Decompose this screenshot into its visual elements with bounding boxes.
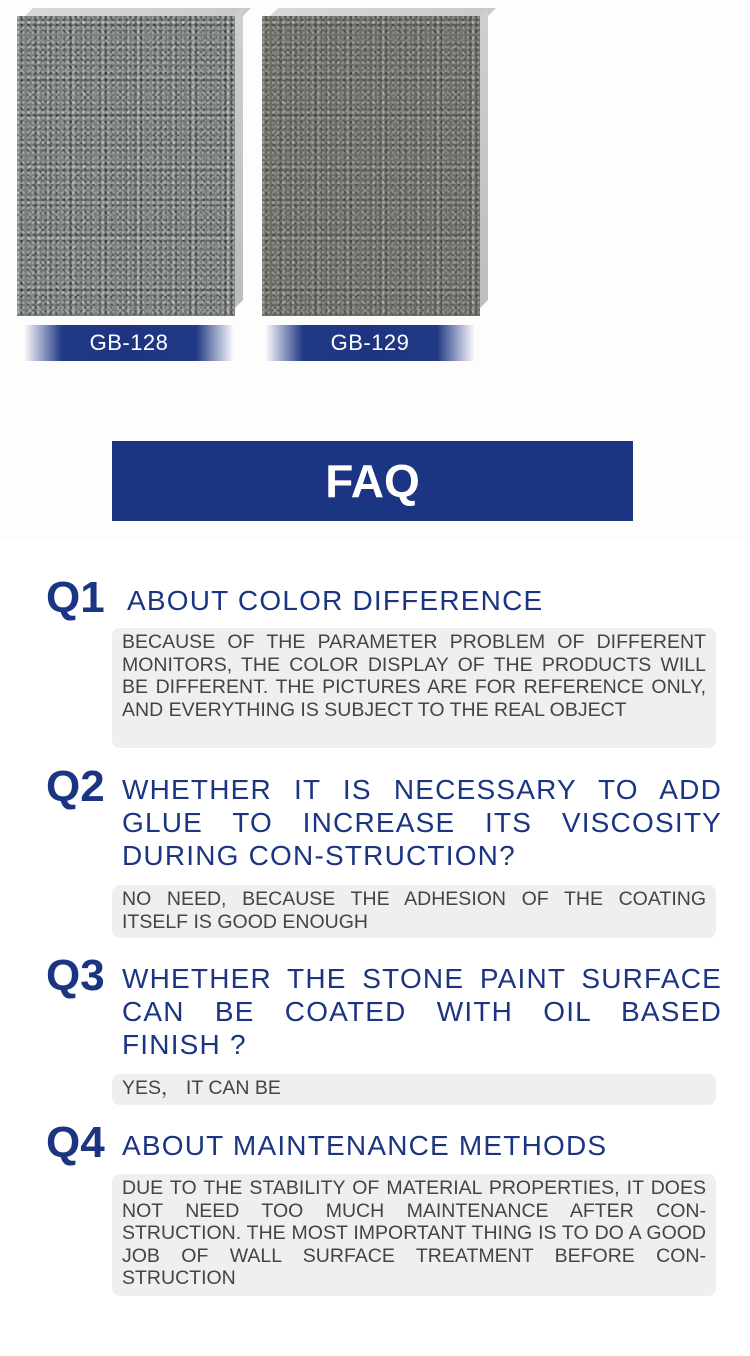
- question-number: Q2: [46, 762, 105, 811]
- answer-box: DUE TO THE STABILITY OF MATERIAL PROPERTIES, IT DOES NOT NEED TOO MUCH MAINTENANCE AFTER CON-STRUCTION. THE MOST IMPORTANT THING IS TO DO A GOOD JOB OF WALL SURFACE TREATMENT BEFORE CON-STRUCTION: [112, 1174, 716, 1296]
- swatch-code-label: GB-129: [265, 325, 475, 361]
- tile-edge-top: [270, 8, 496, 16]
- question-title: WHETHER THE STONE PAINT SURFACE CAN BE COATED WITH OIL BASED FINISH ?: [122, 963, 722, 1060]
- stone-texture: [17, 16, 235, 316]
- stone-sample-gb-128: [17, 16, 235, 316]
- question-title: ABOUT COLOR DIFFERENCE: [127, 585, 544, 616]
- question-number: Q1: [46, 573, 105, 622]
- answer-box: YES， IT CAN BE: [112, 1074, 716, 1105]
- stone-texture: [262, 16, 480, 316]
- tile-edge-top: [25, 8, 251, 16]
- question-number: Q4: [46, 1118, 105, 1167]
- question-title: ABOUT MAINTENANCE METHODS: [122, 1130, 608, 1161]
- answer-box: NO NEED, BECAUSE THE ADHESION OF THE COATING ITSELF IS GOOD ENOUGH: [112, 885, 716, 938]
- faq-heading: FAQ: [112, 441, 633, 521]
- swatch-code-label: GB-128: [24, 325, 234, 361]
- answer-box: BECAUSE OF THE PARAMETER PROBLEM OF DIFFERENT MONITORS, THE COLOR DISPLAY OF THE PRODUCTS WILL BE DIFFERENT. THE PICTURES ARE FOR REFERENCE ONLY, AND EVERYTHING IS SUBJECT TO THE REAL OBJECT: [112, 628, 716, 748]
- tile-edge-right: [235, 8, 243, 308]
- tile-edge-right: [480, 8, 488, 308]
- stone-sample-gb-129: [262, 16, 480, 316]
- question-title: WHETHER IT IS NECESSARY TO ADD GLUE TO INCREASE ITS VISCOSITY DURING CON-STRUCTION?: [122, 774, 722, 871]
- question-number: Q3: [46, 951, 105, 1000]
